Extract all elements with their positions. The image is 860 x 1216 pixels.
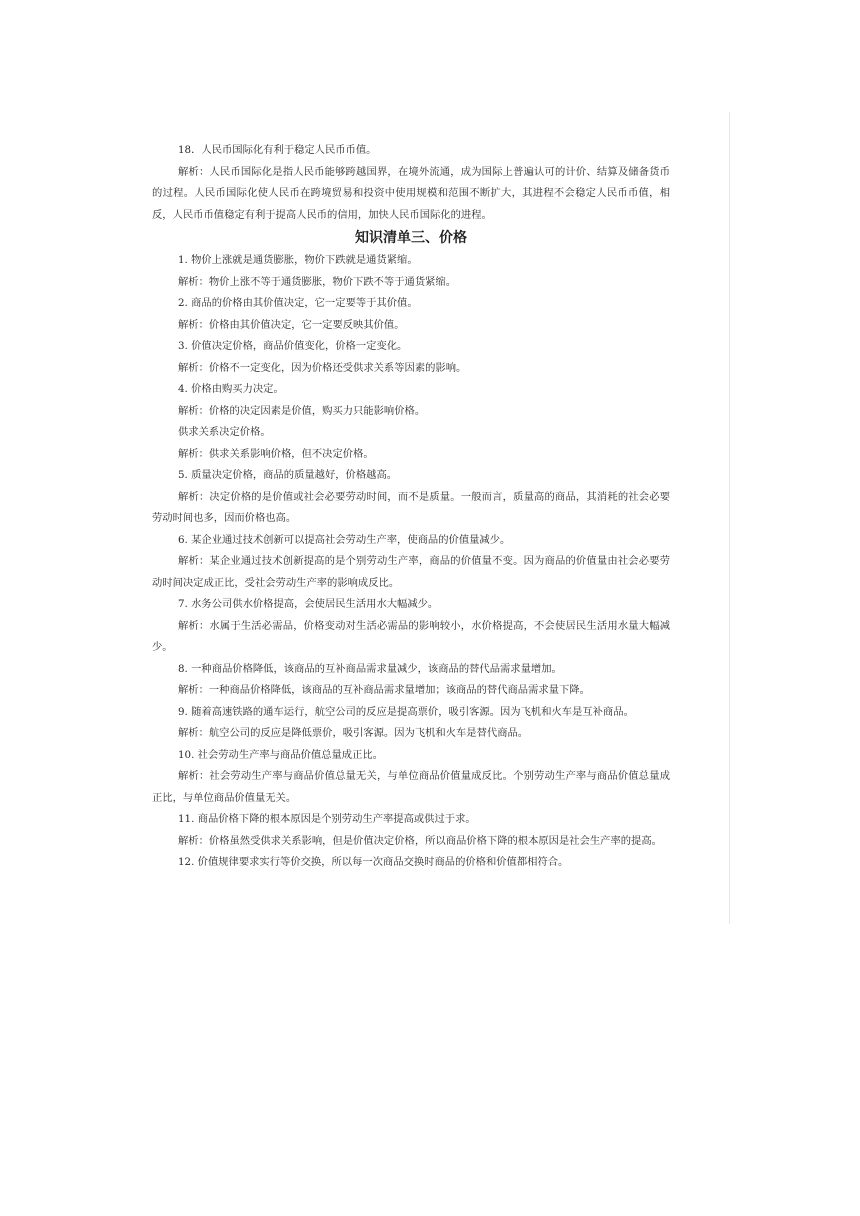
item-11: 11. 商品价格下降的根本原因是个别劳动生产率提高或供过于求。 [178,813,476,825]
item-7: 7. 水务公司供水价格提高，会使居民生活用水大幅减少。 [178,598,439,610]
item-4: 4. 价格由购买力决定。 [178,383,284,395]
item-12: 12. 价值规律要求实行等价交换，所以每一次商品交换时商品的价格和价值都相符合。 [178,856,569,868]
section-title: 知识清单三、价格 [355,230,467,246]
item-8: 8. 一种商品价格降低，该商品的互补商品需求量减少，该商品的替代品需求量增加。 [178,662,562,675]
item-9: 9. 随着高速铁路的通车运行，航空公司的反应是提高票价，吸引客源。因为飞机和火车是互补商品。 [178,705,634,718]
item-8-analysis: 解析：一种商品价格降低，该商品的互补商品需求量增加；该商品的替代商品需求量下降。 [178,684,590,696]
item-4-analysis: 解析：价格的决定因素是价值，购买力只能影响价格。 [178,404,426,417]
item-3-analysis: 解析：价格不一定变化，因为价格还受供求关系等因素的影响。 [178,361,467,374]
item-6-analysis: 解析：某企业通过技术创新提高的是个别劳动生产率，商品的价值量不变。因为商品的价值量由社会必要劳动时间决定成正比，受社会劳动生产率的影响成反比。 [152,555,670,589]
item-7-analysis: 解析：水属于生活必需品，价格变动对生活必需品的影响较小，水价格提高，不会使居民生活用水量大幅减少。 [152,619,670,653]
item-1-analysis: 解析：物价上涨不等于通货膨胀，物价下跌不等于通货紧缩。 [178,275,457,288]
item-10-analysis: 解析：社会劳动生产率与商品价值总量无关，与单位商品价值量成反比。个别劳动生产率与商品价值总量成正比，与单位商品价值量无关。 [152,770,670,804]
item-4b-analysis: 解析：供求关系影响价格，但不决定价格。 [178,447,374,460]
document-body [152,140,670,874]
item-4b: 供求关系决定价格。 [178,426,271,438]
item-1: 1. 物价上涨就是通货膨胀，物价下跌就是通货紧缩。 [178,254,418,266]
item-18: 18．人民币国际化有利于稳定人民币币值。 [178,144,377,156]
item-10: 10. 社会劳动生产率与商品价值总量成正比。 [178,748,383,761]
item-2: 2. 商品的价格由其价值决定，它一定要等于其价值。 [178,297,418,309]
item-2-analysis: 解析：价格由其价值决定，它一定要反映其价值。 [178,318,405,331]
item-11-analysis: 解析：价格虽然受供求关系影响，但是价值决定价格，所以商品价格下降的根本原因是社会生产率的提高。 [178,834,662,847]
item-5-analysis: 解析：决定价格的是价值或社会必要劳动时间，而不是质量。一般而言，质量高的商品，其消耗的社会必要劳动时间也多，因而价格也高。 [152,490,670,524]
page-edge-divider [729,112,730,924]
item-18-analysis: 解析：人民币国际化是指人民币能够跨越国界，在境外流通，成为国际上普遍认可的计价、结算及储备货币的过程。人民币国际化使人民币在跨境贸易和投资中使用规模和范围不断扩大，其进程不会稳定人民币币值，相反，人民币币值稳定有利于提高人民币的信用，加快人民币国际化的进程。 [152,165,670,221]
item-5: 5. 质量决定价格，商品的质量越好，价格越高。 [178,469,398,481]
item-3: 3. 价值决定价格，商品价值变化，价格一定变化。 [178,340,408,352]
item-9-analysis: 解析：航空公司的反应是降低票价，吸引客源。因为飞机和火车是替代商品。 [178,727,529,739]
item-6: 6. 某企业通过技术创新可以提高社会劳动生产率，使商品的价值量减少。 [178,533,511,546]
